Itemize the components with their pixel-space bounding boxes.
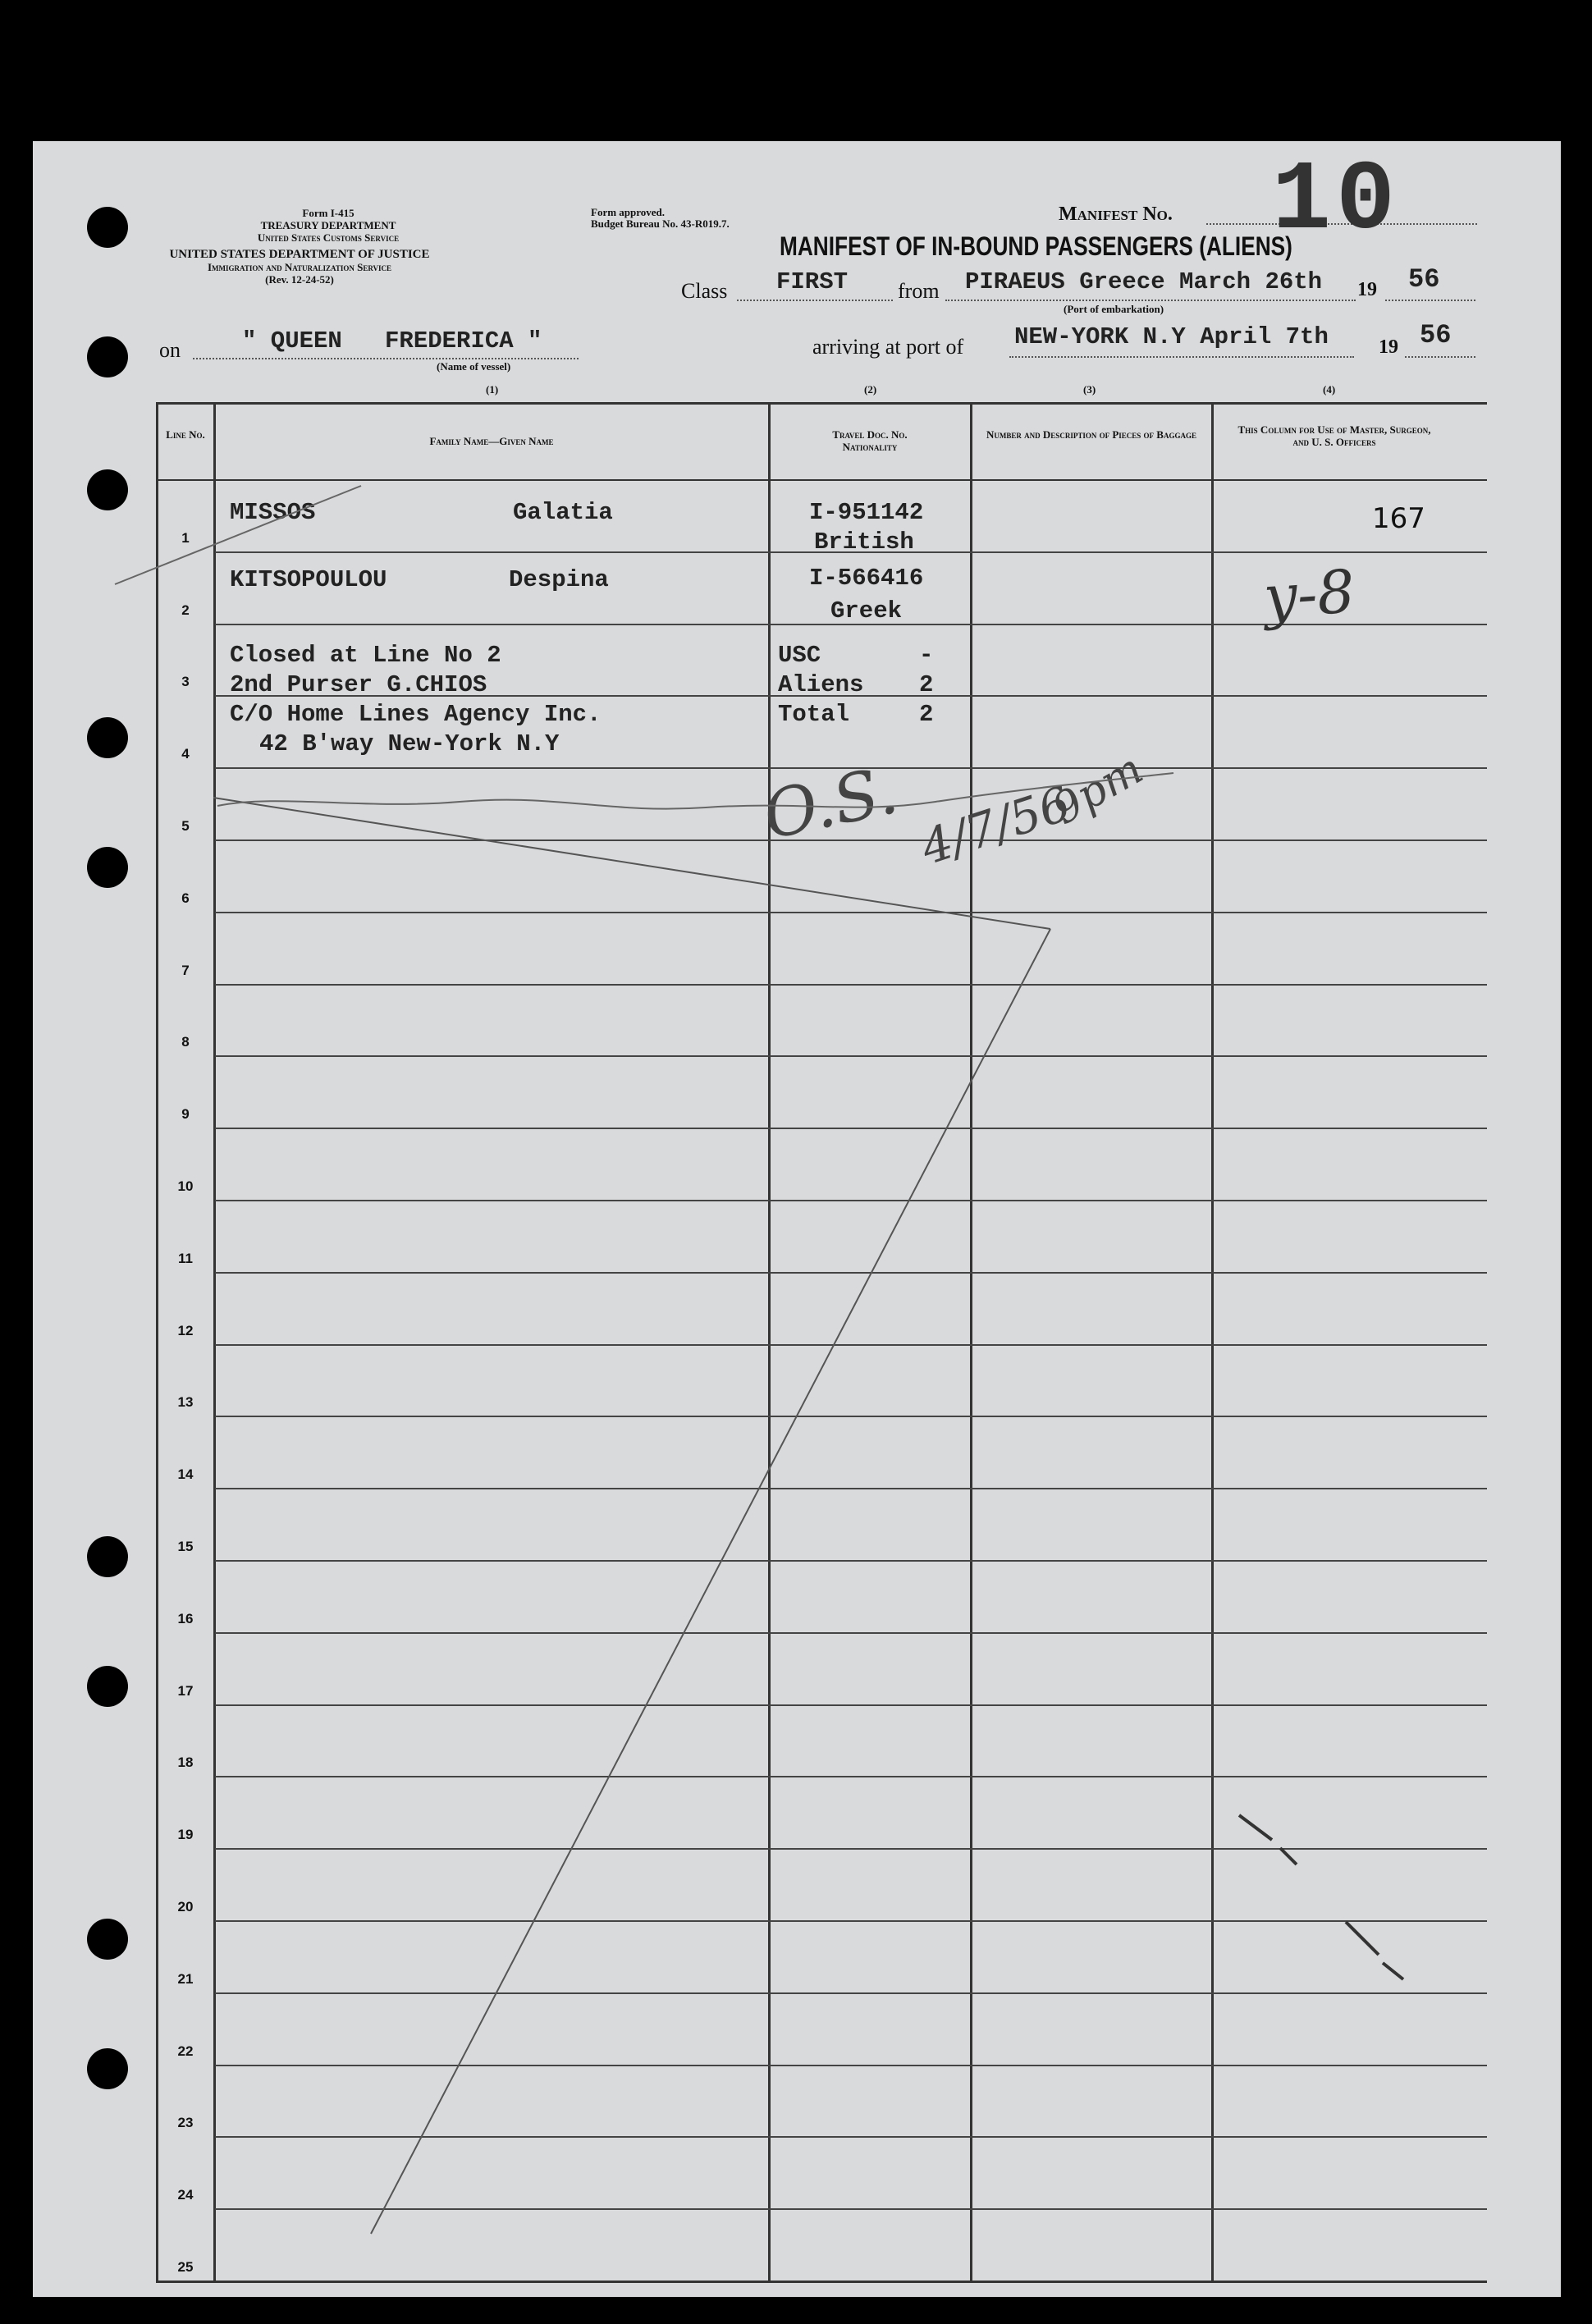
treasury-dept: TREASURY DEPARTMENT [260, 219, 396, 231]
approval-line-1: Form approved. [591, 206, 666, 218]
header-travel-doc: Travel Doc. No. Nationality [832, 428, 908, 453]
from-label: from [898, 279, 940, 303]
arrival-value: NEW-YORK N.Y April 7th [1014, 323, 1329, 350]
revision: (Rev. 12-24-52) [265, 273, 334, 286]
line-number: 9 [181, 1106, 190, 1123]
arrival-year-prefix: 19 [1379, 336, 1398, 358]
arrival-year-value: 56 [1420, 320, 1452, 350]
line-number: 7 [181, 962, 190, 978]
manifest-title: MANIFEST OF IN-BOUND PASSENGERS (ALIENS) [780, 231, 1292, 261]
line-number: 5 [181, 818, 190, 834]
vessel-caption: (Name of vessel) [437, 360, 511, 373]
manifest-number: 10 [1272, 146, 1401, 258]
aliens-label: Aliens [778, 671, 864, 698]
column-number-3: (3) [1083, 383, 1096, 396]
officer-note: y-8 [1261, 556, 1357, 632]
closing-line-3: C/O Home Lines Agency Inc. [230, 701, 602, 728]
usc-label: USC [778, 642, 821, 669]
line-number: 2 [181, 602, 190, 618]
line-number: 1 [181, 529, 190, 546]
line-number: 15 [177, 1539, 194, 1554]
passenger-given-name: Galatia [513, 499, 613, 526]
year-prefix: 19 [1357, 279, 1377, 300]
year-value: 56 [1408, 264, 1440, 295]
passenger-nationality: British [814, 528, 914, 556]
line-number: 21 [177, 1970, 194, 1987]
line-number: 4 [181, 746, 190, 762]
signature-time: 9pm [1044, 744, 1151, 835]
column-number-2: (2) [864, 383, 877, 396]
ins-service: Immigration and Naturalization Service [207, 261, 392, 273]
line-number: 23 [177, 2115, 194, 2131]
total-value: 2 [919, 701, 934, 728]
customs-service: United States Customs Service [257, 231, 400, 244]
header-line-no: Line No. [166, 428, 205, 441]
closing-line-2: 2nd Purser G.CHIOS [230, 671, 487, 698]
manifest-no-label: Manifest No. [1059, 204, 1173, 225]
passenger-given-name: Despina [509, 566, 609, 593]
closing-line-4: 42 B'way New-York N.Y [259, 730, 560, 757]
line-number: 6 [181, 890, 190, 906]
closing-line-1: Closed at Line No 2 [230, 642, 501, 669]
class-value: FIRST [776, 268, 849, 295]
arriving-label: arriving at port of [812, 335, 964, 359]
line-number: 11 [178, 1250, 193, 1266]
port-caption: (Port of embarkation) [1064, 303, 1164, 315]
passenger-doc-no: I-951142 [809, 499, 924, 526]
approval-line-2: Budget Bureau No. 43-R019.7. [591, 217, 730, 230]
on-label: on [159, 338, 181, 362]
line-number: 8 [181, 1034, 190, 1050]
usc-value: - [919, 642, 934, 669]
header-name: Family Name—Given Name [429, 435, 554, 447]
pen-strokes [33, 141, 1561, 2297]
passenger-nationality: Greek [830, 597, 903, 624]
line-number: 25 [177, 2259, 194, 2275]
line-number: 18 [177, 1754, 194, 1771]
header-officers: This Column for Use of Master, Surgeon, and U. S. Officers [1237, 423, 1431, 448]
line-number: 22 [177, 2043, 194, 2059]
total-label: Total [778, 701, 850, 728]
form-number: Form I-415 [302, 207, 355, 219]
manifest-sheet [33, 141, 1561, 2297]
line-number: 24 [177, 2187, 194, 2203]
passenger-family-name: KITSOPOULOU [230, 566, 387, 593]
signature-initials: O.S. [757, 751, 904, 855]
line-number: 12 [177, 1322, 194, 1338]
officer-note: 167 [1372, 502, 1425, 535]
header-baggage: Number and Description of Pieces of Baggage [986, 428, 1196, 441]
justice-dept: UNITED STATES DEPARTMENT OF JUSTICE [169, 248, 430, 261]
vessel-value: " QUEEN FREDERICA " [242, 327, 542, 355]
line-number: 3 [181, 674, 190, 690]
aliens-value: 2 [919, 671, 934, 698]
column-number-4: (4) [1323, 383, 1336, 396]
line-number: 17 [177, 1682, 194, 1699]
column-number-1: (1) [486, 383, 499, 396]
passenger-doc-no: I-566416 [809, 565, 924, 592]
line-number: 13 [177, 1394, 194, 1411]
from-value: PIRAEUS Greece March 26th [965, 268, 1323, 295]
line-number: 14 [177, 1466, 194, 1483]
line-number: 19 [177, 1827, 194, 1843]
line-number: 16 [177, 1610, 194, 1626]
signature-date: 4/7/56 [914, 775, 1077, 876]
passenger-family-name: MISSOS [230, 499, 316, 526]
class-label: Class [681, 279, 728, 303]
line-number: 20 [177, 1899, 194, 1915]
line-number: 10 [177, 1178, 194, 1194]
